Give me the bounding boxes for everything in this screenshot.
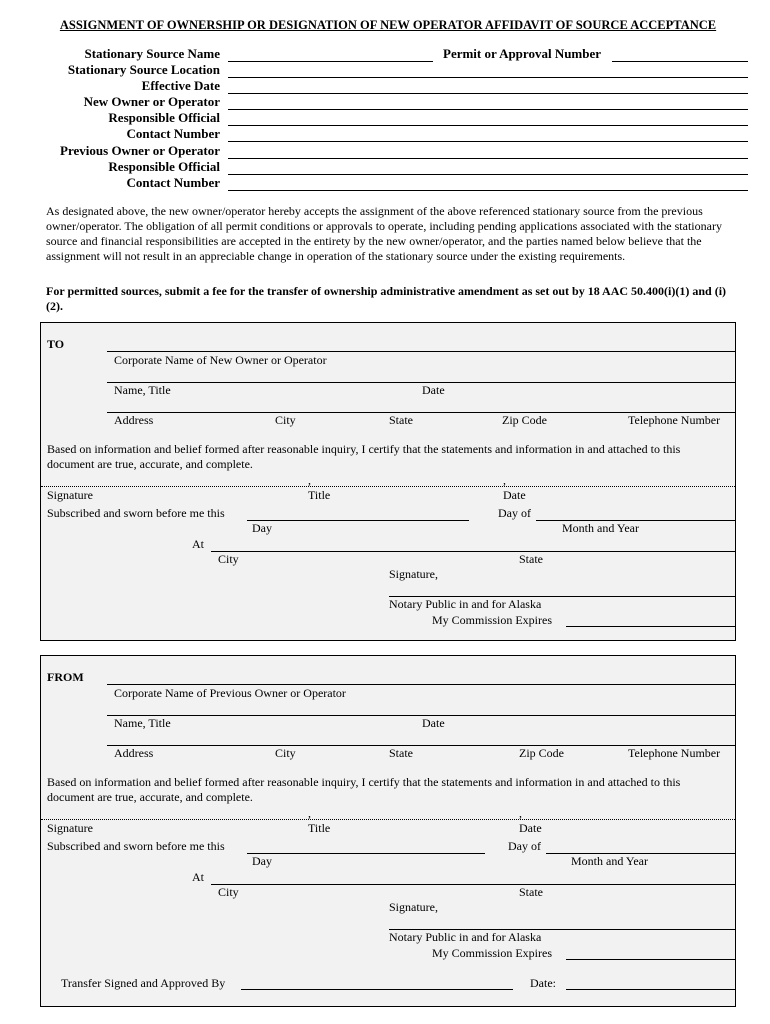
transfer-approved-label: Transfer Signed and Approved By bbox=[61, 976, 226, 990]
from-certification-text: Based on information and belief formed after reasonable inquiry, I certify that the statements and information in and attached to this document are true, accurate, and complete. bbox=[47, 775, 681, 804]
transfer-approved-line[interactable] bbox=[241, 989, 513, 990]
from-address-label: Address bbox=[114, 746, 154, 760]
from-heading: FROM bbox=[47, 670, 84, 684]
from-at-label: At bbox=[192, 870, 204, 884]
to-notary-city-label: City bbox=[218, 552, 239, 566]
to-heading: TO bbox=[47, 337, 65, 351]
to-notary-signature-label: Signature, bbox=[389, 567, 438, 581]
from-corporate-name-label: Corporate Name of Previous Owner or Operator bbox=[114, 686, 346, 700]
from-day-label: Day bbox=[252, 854, 272, 868]
to-month-year-label: Month and Year bbox=[562, 521, 639, 535]
to-day-label: Day bbox=[252, 521, 272, 535]
to-corporate-name-line[interactable] bbox=[107, 351, 735, 352]
from-signature-label: Signature bbox=[47, 821, 93, 835]
to-comma-1: , bbox=[308, 473, 311, 487]
to-subscribed-label: Subscribed and sworn before me this bbox=[47, 506, 225, 520]
from-name-title-line[interactable] bbox=[107, 715, 735, 716]
from-commission-line[interactable] bbox=[566, 959, 735, 960]
to-corporate-name-label: Corporate Name of New Owner or Operator bbox=[114, 353, 327, 367]
to-commission-line[interactable] bbox=[566, 626, 735, 627]
previous-owner-field[interactable] bbox=[228, 144, 748, 159]
from-sig-date-label: Date bbox=[519, 821, 542, 835]
from-name-title-label: Name, Title bbox=[114, 716, 171, 730]
responsible-official-new-field[interactable] bbox=[228, 111, 748, 126]
form-title: ASSIGNMENT OF OWNERSHIP OR DESIGNATION OF NEW OPERATOR AFFIDAVIT OF SOURCE ACCEPTANCE bbox=[59, 18, 717, 32]
to-state-label: State bbox=[389, 413, 413, 427]
from-notary-signature-label: Signature, bbox=[389, 900, 438, 914]
contact-number-new-field[interactable] bbox=[228, 127, 748, 142]
from-commission-label: My Commission Expires bbox=[432, 946, 553, 960]
from-section bbox=[40, 655, 736, 1007]
from-month-year-label: Month and Year bbox=[571, 854, 648, 868]
from-day-line[interactable] bbox=[247, 853, 485, 854]
approval-date-label: Date: bbox=[530, 976, 556, 990]
to-city-label: City bbox=[275, 413, 296, 427]
label-contact-number-prev: Contact Number bbox=[126, 175, 220, 190]
from-title-label: Title bbox=[308, 821, 331, 835]
label-previous-owner: Previous Owner or Operator bbox=[60, 143, 220, 158]
from-comma-2: , bbox=[519, 806, 522, 820]
from-notary-state-label: State bbox=[519, 885, 543, 899]
from-date-label: Date bbox=[422, 716, 445, 730]
fee-note: For permitted sources, submit a fee for the transfer of ownership administrative amendment as set out by 18 AAC 50.400(i)(1) and (i)(2). bbox=[46, 284, 727, 313]
to-at-label: At bbox=[192, 537, 204, 551]
to-certification-text: Based on information and belief formed after reasonable inquiry, I certify that the statements and information in and attached to this document are true, accurate, and complete. bbox=[47, 442, 681, 471]
from-city-label: City bbox=[275, 746, 296, 760]
to-zip-label: Zip Code bbox=[502, 413, 547, 427]
label-stationary-source-location: Stationary Source Location bbox=[67, 62, 220, 77]
from-state-label: State bbox=[389, 746, 413, 760]
from-comma-1: , bbox=[308, 806, 311, 820]
label-effective-date: Effective Date bbox=[141, 78, 220, 93]
stationary-source-name-field[interactable] bbox=[228, 47, 433, 62]
contact-number-prev-field[interactable] bbox=[228, 176, 748, 191]
acceptance-paragraph: As designated above, the new owner/operator hereby accepts the assignment of the above referenced stationary source from the previous owner/operator. The obligation of all permit conditions or approvals to operate, including pending applications associated with the stationary source and financial responsibilities are accepted in the entirety by the new owner/operator, and the parties named below believe that the assignment will not result in an appreciable change in operation of the stationary source under the existing requirements. bbox=[46, 204, 722, 263]
label-contact-number-new: Contact Number bbox=[126, 126, 220, 141]
from-corporate-name-line[interactable] bbox=[107, 684, 735, 685]
to-name-title-line[interactable] bbox=[107, 382, 735, 383]
from-telephone-label: Telephone Number bbox=[628, 746, 721, 760]
new-owner-field[interactable] bbox=[228, 95, 748, 110]
to-day-line[interactable] bbox=[247, 520, 469, 521]
to-date-label: Date bbox=[422, 383, 445, 397]
to-commission-label: My Commission Expires bbox=[432, 613, 553, 627]
approval-date-line[interactable] bbox=[566, 989, 735, 990]
from-zip-label: Zip Code bbox=[519, 746, 564, 760]
to-section bbox=[40, 322, 736, 641]
responsible-official-prev-field[interactable] bbox=[228, 160, 748, 175]
to-address-label: Address bbox=[114, 413, 154, 427]
stationary-source-location-field[interactable] bbox=[228, 63, 748, 78]
label-permit-number: Permit or Approval Number bbox=[443, 46, 602, 61]
to-signature-line[interactable] bbox=[41, 486, 735, 487]
to-telephone-label: Telephone Number bbox=[628, 413, 721, 427]
to-sig-date-label: Date bbox=[503, 488, 526, 502]
label-responsible-official-prev: Responsible Official bbox=[108, 159, 220, 174]
to-name-title-label: Name, Title bbox=[114, 383, 171, 397]
label-responsible-official-new: Responsible Official bbox=[108, 110, 220, 125]
to-title-label: Title bbox=[308, 488, 331, 502]
from-notary-label: Notary Public in and for Alaska bbox=[389, 930, 542, 944]
to-notary-state-label: State bbox=[519, 552, 543, 566]
to-city-state-line[interactable] bbox=[211, 551, 735, 552]
to-signature-label: Signature bbox=[47, 488, 93, 502]
from-city-state-line[interactable] bbox=[211, 884, 735, 885]
to-day-of-label: Day of bbox=[498, 506, 531, 520]
effective-date-field[interactable] bbox=[228, 79, 748, 94]
from-subscribed-label: Subscribed and sworn before me this bbox=[47, 839, 225, 853]
to-notary-label: Notary Public in and for Alaska bbox=[389, 597, 542, 611]
permit-number-field[interactable] bbox=[612, 47, 748, 62]
to-comma-2: , bbox=[503, 473, 506, 487]
from-notary-city-label: City bbox=[218, 885, 239, 899]
from-signature-line[interactable] bbox=[41, 819, 735, 820]
from-day-of-label: Day of bbox=[508, 839, 541, 853]
label-new-owner: New Owner or Operator bbox=[83, 94, 220, 109]
label-stationary-source-name: Stationary Source Name bbox=[84, 46, 220, 61]
